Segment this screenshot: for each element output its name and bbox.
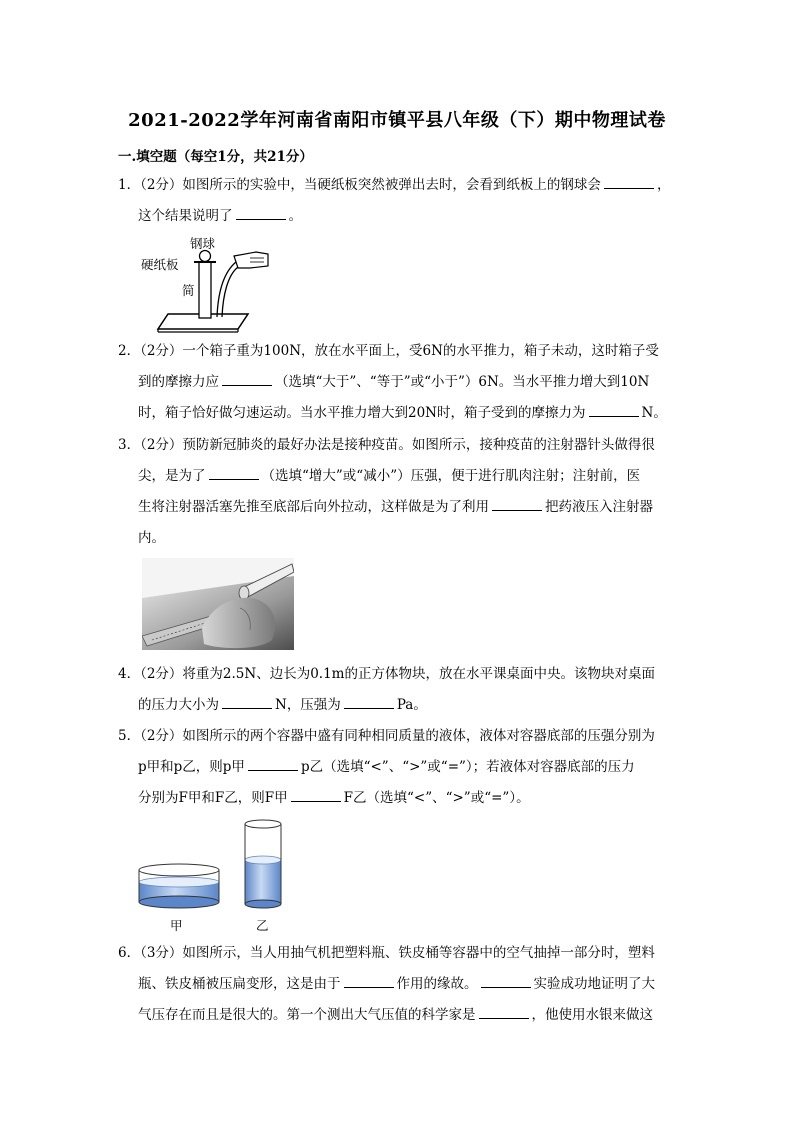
q1-blank-1[interactable] — [604, 174, 654, 189]
question-5 — [118, 721, 678, 814]
q3-blank-2[interactable] — [492, 496, 542, 511]
q2-blank-1[interactable] — [222, 371, 272, 386]
q2-text-3-tail: N。 — [641, 405, 667, 421]
ball-label: 钢球 — [190, 236, 216, 251]
q4-text: 4．（2分）将重为2.5N、边长为0.1m的正方体物块，放在水平课桌面中央。该物块对桌面 — [118, 666, 655, 682]
ball-card-figure — [138, 232, 278, 334]
page-title: 2021-2022学年河南省南阳市镇平县八年级（下）期中物理试卷 — [128, 110, 666, 131]
ball-icon — [200, 251, 211, 262]
q3-blank-1[interactable] — [209, 465, 259, 480]
card-label: 硬纸板 — [141, 257, 179, 272]
q3-text-2-tail: （选填“增大”或“减小”）压强，便于进行肌肉注射；注射前，医 — [261, 468, 641, 484]
q5-text: 5．（2分）如图所示的两个容器中盛有同种相同质量的液体，液体对容器底部的压强分别为 — [118, 728, 655, 744]
q1-blank-2[interactable] — [236, 205, 286, 220]
q3-text-4: 内。 — [138, 530, 165, 546]
question-6 — [118, 938, 678, 1031]
tube-label: 简 — [182, 283, 195, 298]
q2-text-3: 时，箱子恰好做匀速运动。当水平推力增大到20N时，箱子受到的摩擦力为 — [138, 405, 586, 421]
question-1 — [118, 170, 678, 232]
q5-blank-2[interactable] — [291, 787, 341, 802]
container-jia-label: 甲 — [170, 918, 183, 933]
container-yi — [245, 820, 281, 908]
q5-blank-1[interactable] — [248, 756, 298, 771]
q3-text-3: 生将注射器活塞先推至底部后向外拉动，这样做是为了利用 — [138, 499, 489, 515]
tube — [199, 262, 211, 318]
q6-text-3-tail: ，他使用水银来做这 — [531, 1007, 653, 1023]
q3-text-3-tail: 把药液压入注射器 — [545, 499, 653, 515]
q1-text-2-tail: 。 — [288, 208, 302, 224]
q6-blank-1[interactable] — [344, 973, 394, 988]
q1-text-tail: ， — [656, 177, 671, 193]
q6-text-2-tail: 实验成功地证明了大 — [533, 976, 655, 992]
q2-text: 2．（2分）一个箱子重为100N，放在水平面上，受6N的水平推力，箱子未动，这时箱子受 — [118, 343, 659, 359]
q3-text-2: 尖，是为了 — [138, 468, 206, 484]
q5-text-2-tail: p乙（选填“<”、“>”或“=”）；若液体对容器底部的压力 — [300, 759, 635, 775]
q5-text-2: p甲和p乙，则p甲 — [138, 759, 245, 775]
q5-text-3: 分别为F甲和F乙，则F甲 — [138, 790, 288, 806]
question-2 — [118, 336, 678, 429]
hand-icon — [234, 252, 268, 268]
spring-arm — [217, 262, 236, 317]
q1-text: 1．（2分）如图所示的实验中，当硬纸板突然被弹出去时，会看到纸板上的钢球会 — [118, 177, 601, 193]
q6-text: 6．（3分）如图所示，当人用抽气机把塑料瓶、铁皮桶等容器中的空气抽掉一部分时，塑料 — [118, 945, 655, 961]
q4-text-2: 的压力大小为 — [138, 697, 219, 713]
containers-figure — [132, 812, 292, 938]
q6-blank-3[interactable] — [479, 1004, 529, 1019]
q1-text-2: 这个结果说明了 — [138, 208, 233, 224]
section-heading: 一.填空题（每空1分，共21分） — [118, 149, 313, 165]
q5-text-3-tail: F乙（选填“<”、“>”或“=”）。 — [343, 790, 530, 806]
q4-blank-2[interactable] — [344, 694, 394, 709]
q2-blank-2[interactable] — [589, 402, 639, 417]
q4-blank-1[interactable] — [222, 694, 272, 709]
container-jia — [139, 864, 219, 908]
q4-text-2-tail: Pa。 — [396, 697, 427, 713]
container-yi-label: 乙 — [256, 918, 269, 933]
question-3 — [118, 430, 678, 554]
syringe-photo — [142, 558, 294, 650]
q6-text-3: 气压存在而且是很大的。第一个测出大气压值的科学家是 — [138, 1007, 476, 1023]
q6-blank-2[interactable] — [481, 973, 531, 988]
q6-text-2-mid: 作用的缘故。 — [396, 976, 478, 992]
q2-text-2-tail: （选填“大于”、“等于”或“小于”）6N。当水平推力增大到10N — [275, 374, 650, 390]
question-4 — [118, 659, 678, 721]
q3-text: 3．（2分）预防新冠肺炎的最好办法是接种疫苗。如图所示，接种疫苗的注射器针头做得很 — [118, 437, 655, 453]
q4-text-2-mid: N，压强为 — [275, 697, 341, 713]
q6-text-2: 瓶、铁皮桶被压扁变形，这是由于 — [138, 976, 341, 992]
q2-text-2: 到的摩擦力应 — [138, 374, 219, 390]
